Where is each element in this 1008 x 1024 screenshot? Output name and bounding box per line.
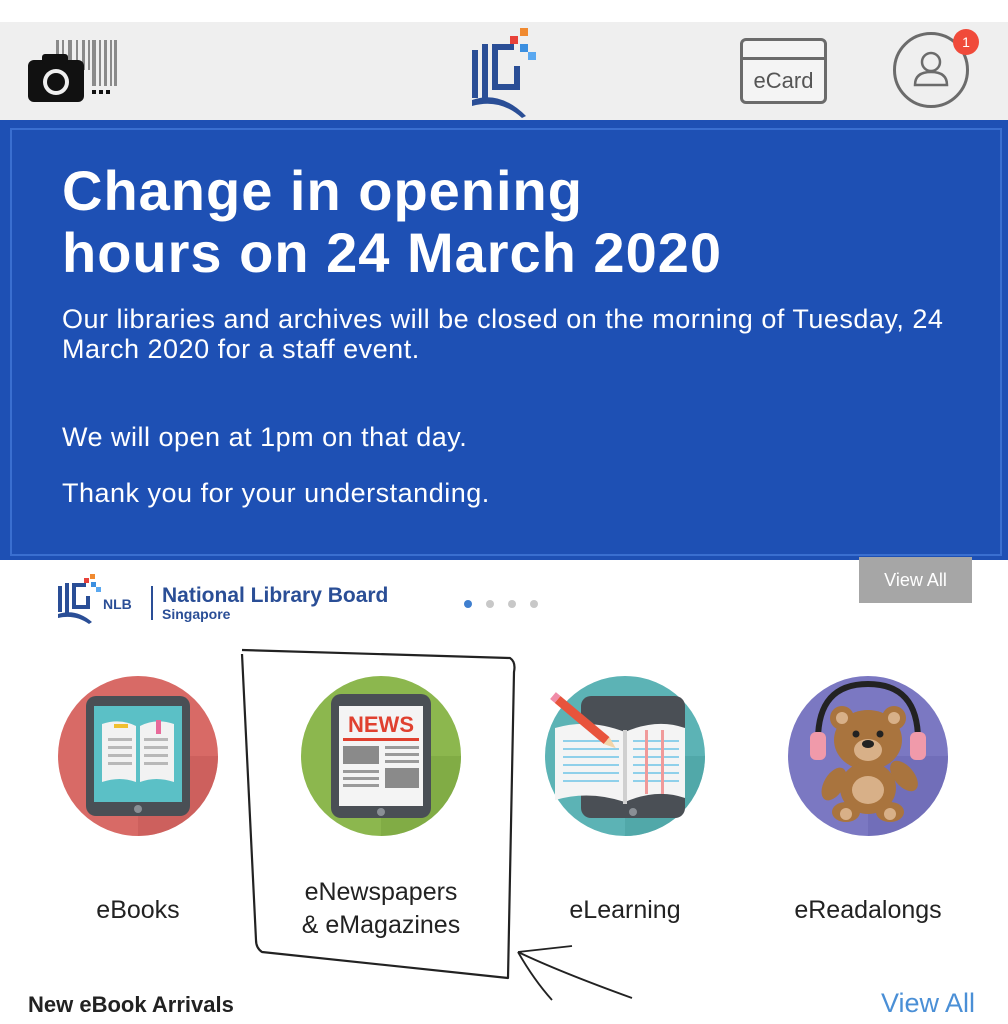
category-elearning[interactable] [520, 676, 730, 946]
banner-view-all-button[interactable]: View All [859, 557, 972, 603]
ecard-label: eCard [753, 68, 814, 93]
banner-paragraph-thanks: Thank you for your understanding. [62, 478, 490, 508]
banner-paragraph-open: We will open at 1pm on that day. [62, 422, 468, 452]
nlb-abbreviation: NLB [103, 596, 132, 612]
category-ebooks-label: eBooks [96, 896, 180, 924]
nlb-name: National Library Board [162, 584, 389, 607]
camera-barcode-icon [28, 40, 122, 106]
category-elearning-icon [545, 676, 705, 836]
banner-title [62, 160, 962, 284]
nlb-divider [151, 586, 153, 620]
carousel-indicator [464, 600, 538, 608]
teddy-bear-headphones-icon [788, 676, 948, 836]
banner-paragraph-closed: Our libraries and archives will be closed on the morning of Tuesday, 24 March 2020 for a staff event. [62, 304, 944, 364]
category-ebooks[interactable] [33, 676, 243, 946]
carousel-dot[interactable] [530, 600, 538, 608]
app-header [0, 22, 1008, 120]
scan-barcode-button[interactable] [28, 40, 122, 106]
news-text: NEWS [348, 712, 414, 737]
category-ebooks-icon [58, 676, 218, 836]
category-ereadalongs-label: eReadalongs [794, 896, 942, 924]
banner-title-line1: Change in opening [62, 159, 583, 222]
ecard-button[interactable] [740, 38, 827, 104]
category-enewspapers-label-line2: & eMagazines [301, 911, 461, 939]
section-title-new-ebook-arrivals: New eBook Arrivals [28, 992, 234, 1017]
notification-badge: 1 [953, 29, 979, 55]
category-ereadalongs-icon [788, 676, 948, 836]
announcement-banner[interactable] [0, 120, 1008, 560]
carousel-dot[interactable] [486, 600, 494, 608]
profile-button[interactable] [893, 32, 969, 108]
banner-title-line2: hours on 24 March 2020 [62, 221, 723, 284]
tablet-book-icon [58, 676, 218, 836]
category-enewspapers-label-line1: eNewspapers [304, 878, 458, 906]
category-ereadalongs[interactable] [763, 676, 973, 946]
section-view-all-link[interactable]: View All [881, 988, 976, 1018]
card-stripe [743, 57, 824, 60]
notebook-pencil-icon [545, 676, 705, 836]
nlb-logo-icon[interactable] [466, 26, 542, 118]
category-enewspapers-icon [301, 676, 461, 836]
nlb-country: Singapore [162, 606, 231, 622]
carousel-dot[interactable] [508, 600, 516, 608]
category-elearning-label: eLearning [569, 896, 681, 924]
category-enewspapers-label [276, 876, 486, 942]
carousel-dot[interactable] [464, 600, 472, 608]
news-tablet-icon [301, 676, 461, 836]
category-enewspapers[interactable] [276, 676, 486, 946]
